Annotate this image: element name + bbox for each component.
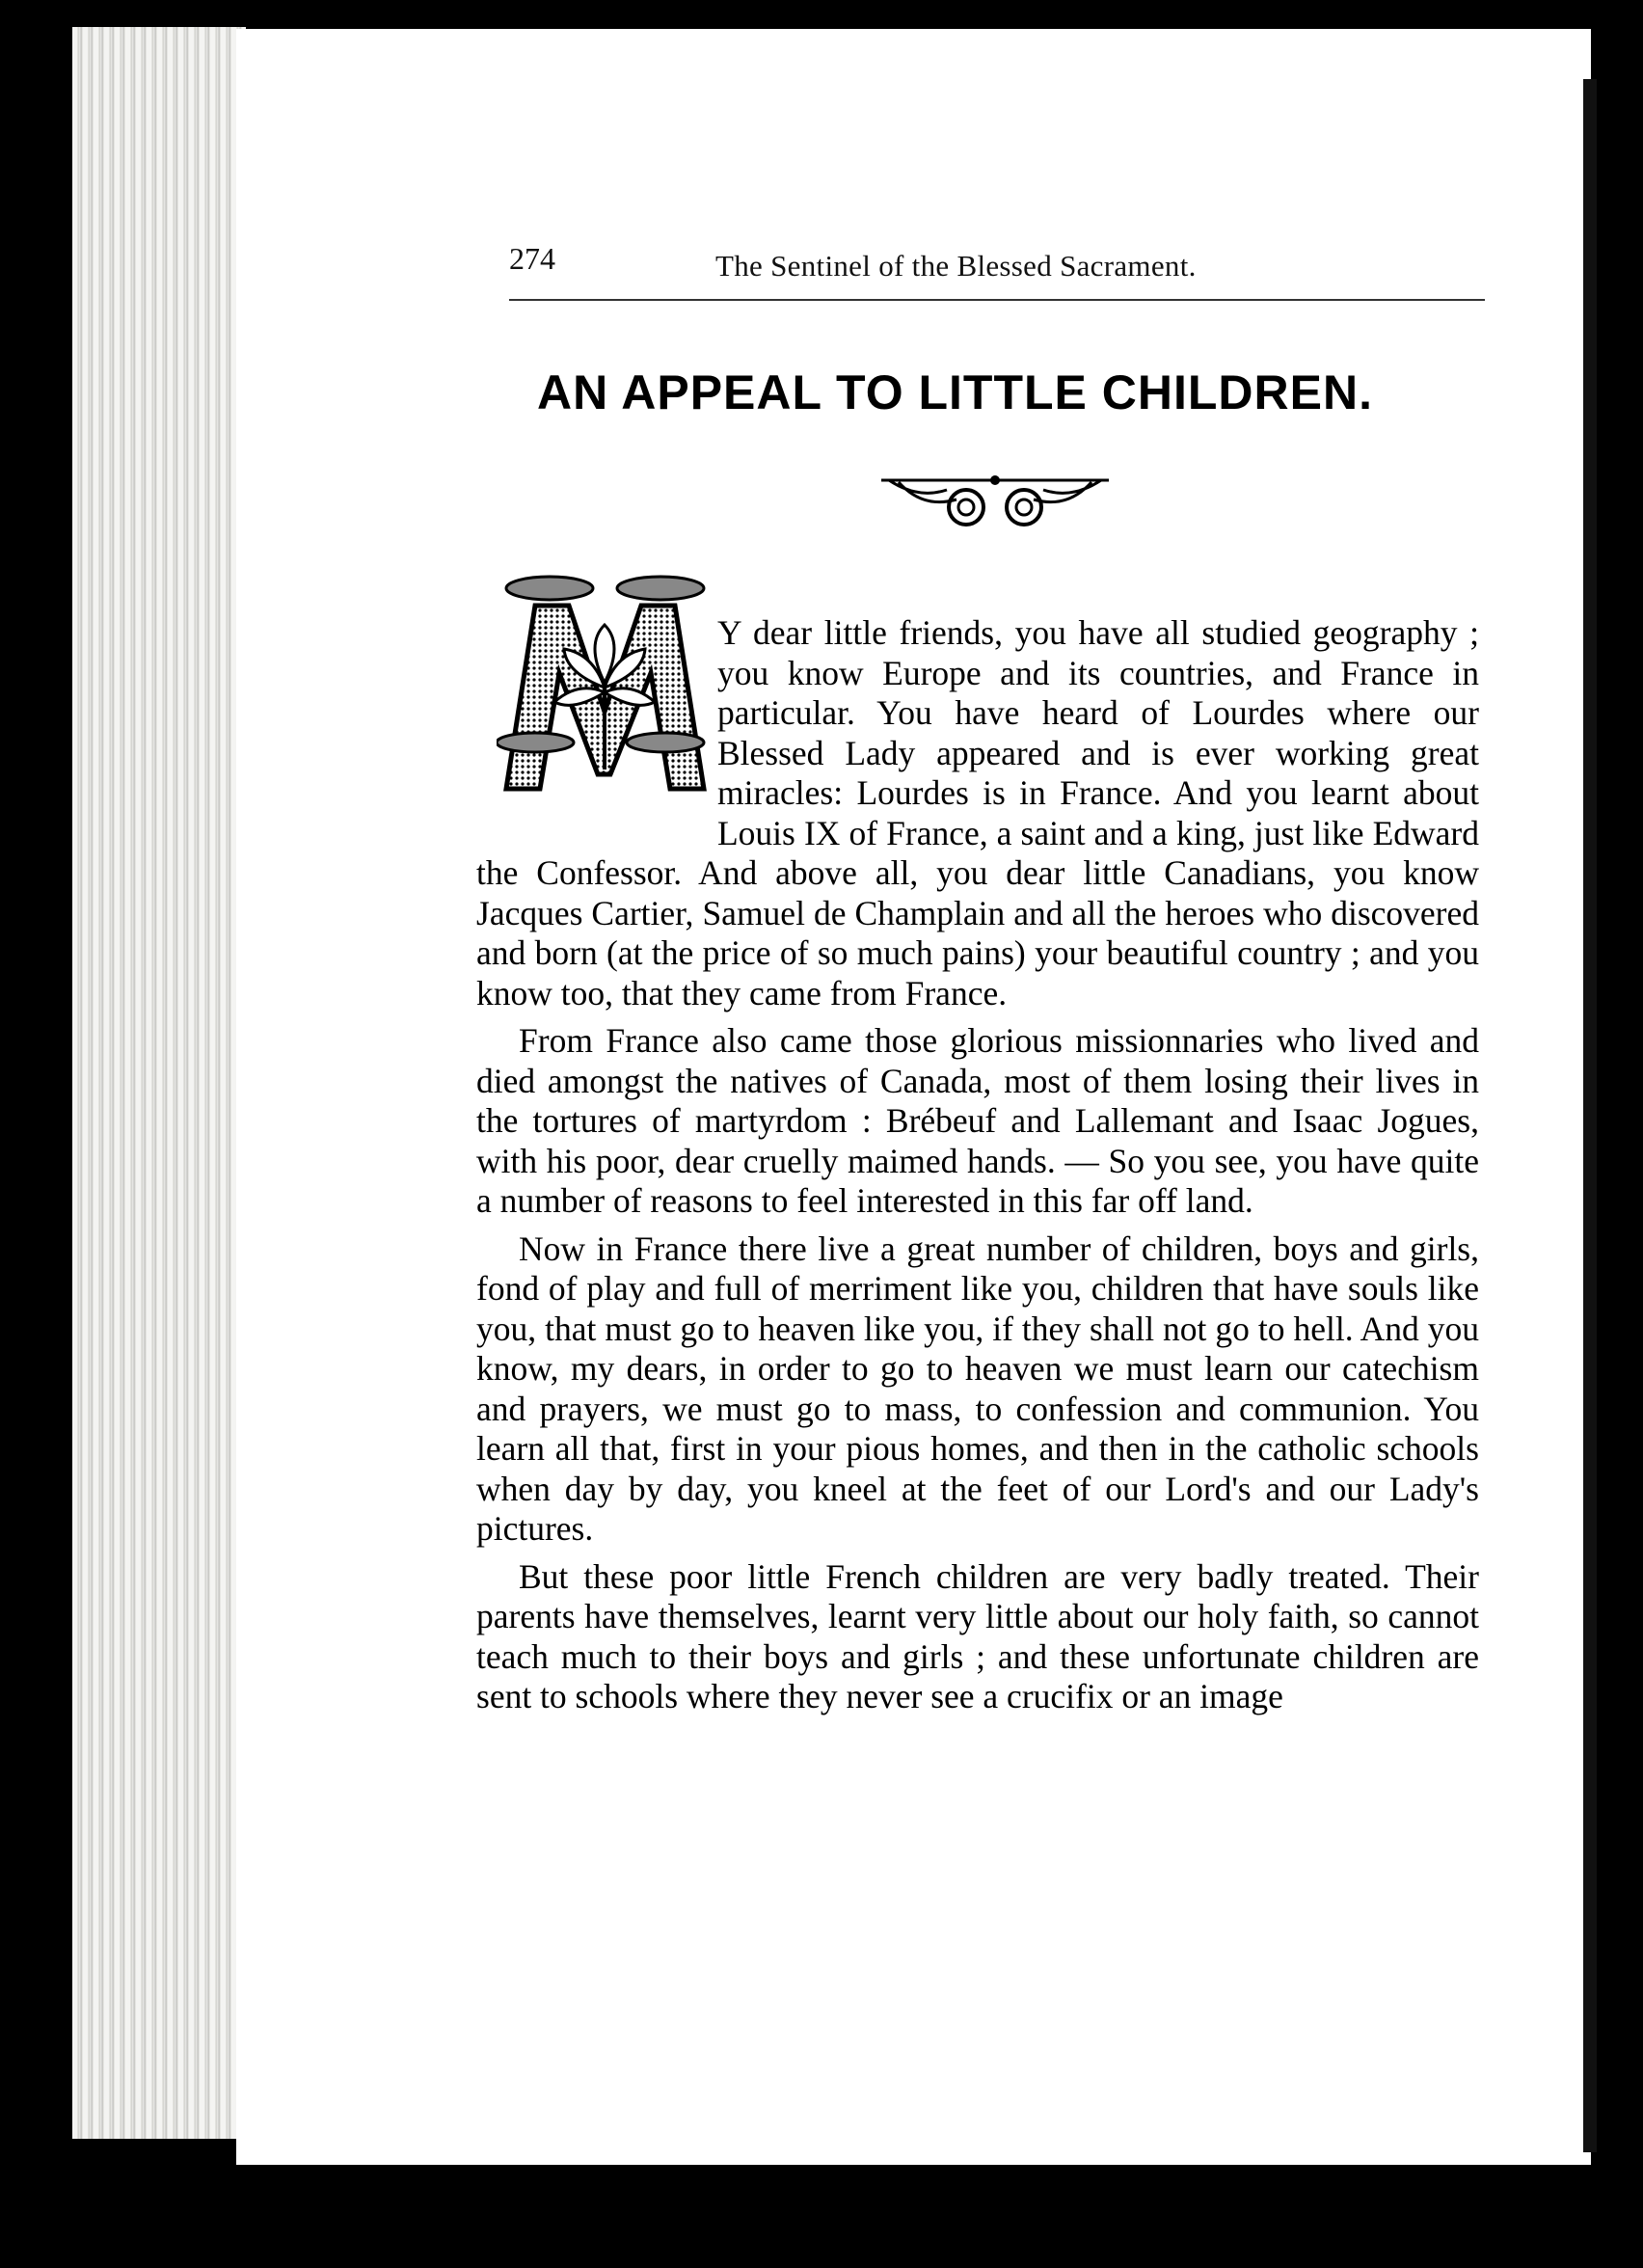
paragraph-1: Y dear little friends, you have all studied geography ; you know Europe and its countries, and France in particular. You have heard of Lourdes where our Blessed Lady appeared and is ever working great miracles: Lourdes is in France. And you learnt about Louis IX of France, a saint and a king, just like Edward the Confessor. And above all, you dear little Canadians, you know Jacques Cartier, Samuel de Champlain and all the heroes who discovered and born (at the price of so much pains) your beautiful country ; and you know too, that they came from France. — [476, 613, 1479, 1012]
paragraph-4: But these poor little French children are very badly treated. Their parents have themselves, learnt very little about our holy faith, so cannot teach much to their boys and girls ; and these unfortunate children are sent to schools where they never see a crucifix or an image — [476, 1556, 1479, 1715]
page-right-edge — [1583, 79, 1597, 2152]
paragraph-3: Now in France there live a great number of children, boys and girls, fond of play and full of merriment like you, children that have souls like you, that must go to heaven like you, if they shall not go to hell. And you know, my dears, in order to go to heaven we must learn our catechism and prayers, we must go to mass, to confession and communion. You learn all that, first in your pious homes, and then in the catholic schools when day by day, you kneel at the feet of our Lord's and our Lady's pictures. — [476, 1228, 1479, 1548]
paragraph-2: From France also came those glorious missionnaries who lived and died amongst the natives of Canada, most of them losing their lives in the tortures of martyrdom : Brébeuf and Lallemant and Isaac Jogues, with his poor, dear cruelly maimed hands. — So you see, you have quite a number of reasons to feel interested in this far off land. — [476, 1021, 1479, 1220]
drop-cap-space — [476, 608, 717, 837]
running-head — [509, 241, 1485, 301]
article-body — [476, 613, 1479, 1717]
svg-text:M: M — [605, 798, 606, 799]
book-page-edges — [72, 27, 246, 2139]
ornament-icon — [879, 471, 1111, 538]
article-title: AN APPEAL TO LITTLE CHILDREN. — [537, 365, 1373, 419]
page-number: 274 — [509, 241, 555, 276]
journal-title: The Sentinel of the Blessed Sacrament. — [715, 249, 1197, 283]
